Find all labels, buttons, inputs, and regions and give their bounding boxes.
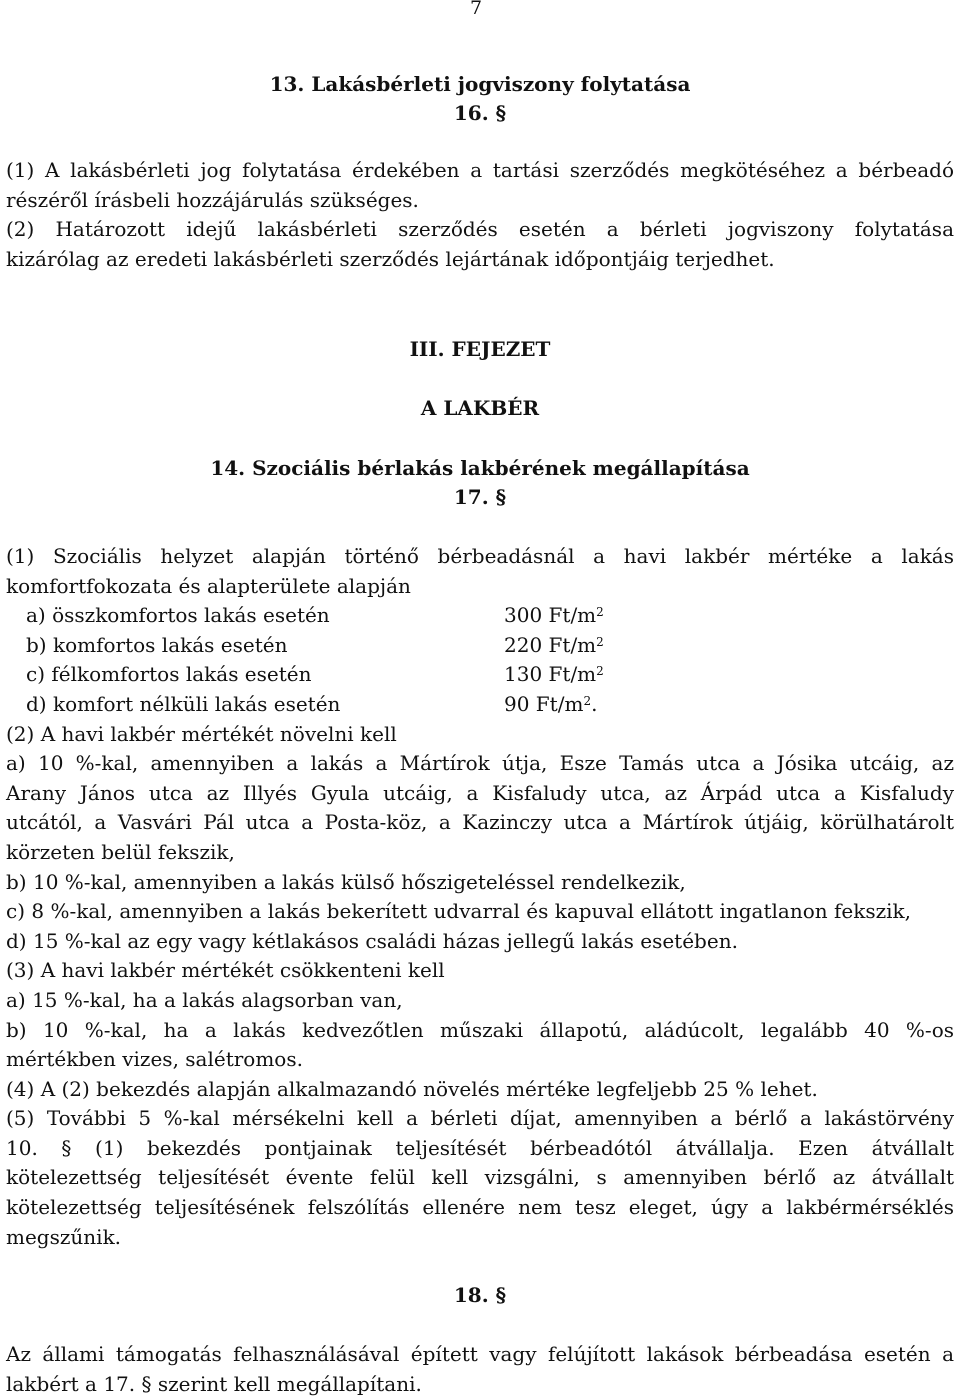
paragraph-18-label: 18. §	[453, 1283, 507, 1307]
paragraph-18-body	[6, 1340, 954, 1399]
p16-1-line1: (1) A lakásbérleti jog folytatása érdekében a tartási szerződés megkötéséhez a bérbeadó	[6, 158, 954, 182]
p17-2b: b) 10 %-kal, amennyiben a lakás külső hőszigeteléssel rendelkezik,	[6, 869, 686, 894]
rent-value: 130 $Ft/m^2$	[504, 662, 604, 687]
p16-2-line2: kizárólag az eredeti lakásbérleti szerződés lejártának időpontjáig terjedhet.	[6, 246, 775, 271]
section-14-title: 14. Szociális bérlakás lakbérének megállapítása	[210, 456, 750, 480]
rent-label: b) komfortos lakás esetén	[26, 632, 288, 657]
rent-value: 90 $Ft/m^2$.	[504, 691, 598, 716]
rent-label: d) komfort nélküli lakás esetén	[26, 691, 341, 716]
p17-2a-line2: Arany János utca az Illyés Gyula utcáig, a Kisfaludy utca, az Árpád utca a Kisfaludy	[6, 780, 954, 805]
p17-2a-line1: a) 10 %-kal, amennyiben a lakás a Mártírok útja, Esze Tamás utca a Jósika utcáig, az	[6, 751, 954, 776]
rent-row	[6, 660, 954, 690]
p17-5-line5: megszűnik.	[6, 1224, 122, 1249]
p17-3b-line1: b) 10 %-kal, ha a lakás kedvezőtlen műszaki állapotú, aládúcolt, legalább 40 %-os	[6, 1017, 954, 1042]
p17-3-head: (3) A havi lakbér mértékét csökkenteni kell	[6, 958, 445, 983]
paragraph-17-body	[6, 542, 954, 1252]
p17-5-line2: 10. § (1) bekezdés pontjainak teljesítését bérbeadótól átvállalja. Ezen átvállalt	[6, 1135, 954, 1160]
p17-5-line1: (5) További 5 %-kal mérsékelni kell a bérleti díjat, amennyiben a bérlő a lakástörvény	[6, 1106, 954, 1131]
rent-label: c) félkomfortos lakás esetén	[26, 662, 312, 687]
p17-5-line3: kötelezettség teljesítését évente felül kell vizsgálni, s amennyiben bérlő az átvállalt	[6, 1165, 954, 1190]
paragraph-17-label: 17. §	[453, 485, 507, 509]
rent-value: 300 $Ft/m^2$	[504, 603, 604, 628]
chapter-number: III. FEJEZET	[409, 337, 551, 361]
p17-3b-line2: mértékben vizes, salétromos.	[6, 1047, 303, 1072]
rent-label: a) összkomfortos lakás esetén	[26, 603, 330, 628]
paragraph-16-label: 16. §	[453, 101, 507, 125]
p17-2a-line4: körzeten belül fekszik,	[6, 839, 235, 864]
p17-3a: a) 15 %-kal, ha a lakás alagsorban van,	[6, 987, 403, 1012]
p17-4: (4) A (2) bekezdés alapján alkalmazandó növelés mértéke legfeljebb 25 % lehet.	[6, 1076, 818, 1101]
chapter-title: A LAKBÉR	[420, 396, 540, 420]
p16-1-line2: részéről írásbeli hozzájárulás szükséges.	[6, 187, 419, 212]
p18-line1: Az állami támogatás felhasználásával épített vagy felújított lakások bérbeadása esetén a	[6, 1342, 954, 1366]
rent-row	[6, 601, 954, 631]
p18-line2: lakbért a 17. § szerint kell megállapítani.	[6, 1371, 422, 1396]
rent-value: 220 $Ft/m^2$	[504, 632, 604, 657]
p17-5-line4: kötelezettség teljesítésének felszólítás ellenére nem tesz eleget, úgy a lakbérmérséklés	[6, 1195, 954, 1220]
page-number: 7	[470, 0, 483, 19]
rent-rate-list	[6, 601, 954, 719]
p17-2d: d) 15 %-kal az egy vagy kétlakásos családi házas jellegű lakás esetében.	[6, 928, 738, 953]
p17-2-head: (2) A havi lakbér mértékét növelni kell	[6, 721, 397, 746]
rent-row	[6, 690, 954, 720]
p17-1-line1: (1) Szociális helyzet alapján történő bérbeadásnál a havi lakbér mértéke a lakás	[6, 544, 954, 568]
p17-2c: c) 8 %-kal, amennyiben a lakás bekerített udvarral és kapuval ellátott ingatlanon fekszik,	[6, 899, 912, 924]
paragraph-16-body	[6, 156, 954, 274]
p16-2-line1: (2) Határozott idejű lakásbérleti szerződés esetén a bérleti jogviszony folytatása	[6, 217, 954, 242]
p17-1-line2: komfortfokozata és alapterülete alapján	[6, 573, 411, 598]
p17-2a-line3: utcától, a Vasvári Pál utca a Posta-köz, a Kazinczy utca a Mártírok útjáig, körülhatárolt	[6, 810, 954, 835]
section-13-title: 13. Lakásbérleti jogviszony folytatása	[269, 72, 691, 96]
rent-row	[6, 631, 954, 661]
